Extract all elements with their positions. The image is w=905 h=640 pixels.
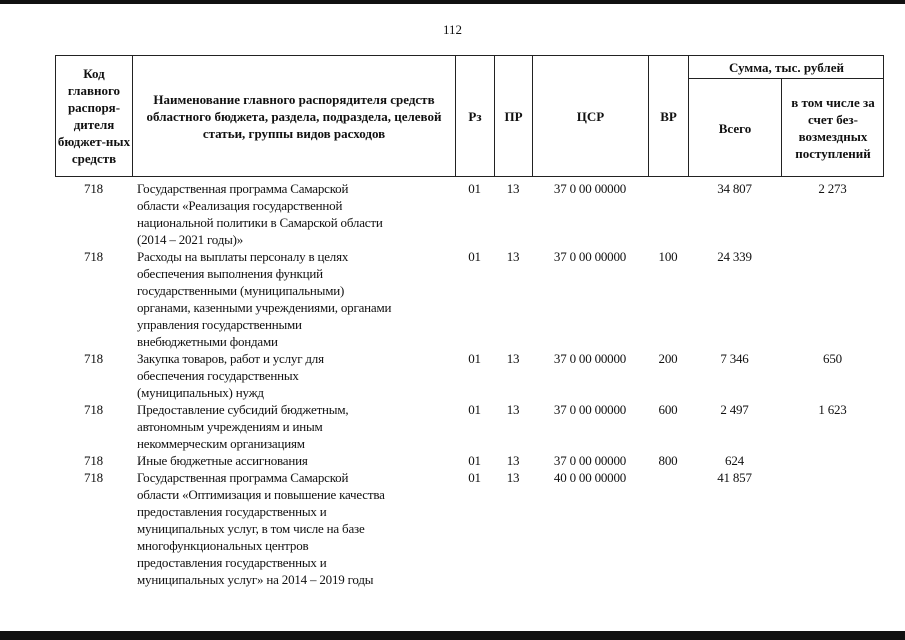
cell-vr: 800 (658, 453, 678, 468)
header-total: Всего (689, 79, 782, 177)
name-line: (муниципальных) нужд (137, 385, 264, 400)
name-line: муниципальных услуг» на 2014 – 2019 годы (137, 572, 374, 587)
cell-rz: 01 (468, 351, 481, 366)
cell-total: 41 857 (717, 470, 752, 485)
cell-csr: 40 0 00 00000 (553, 470, 627, 485)
header-free: в том числе за счет без-возмездных поступлений (791, 95, 875, 161)
name-line: Закупка товаров, работ и услуг для (137, 351, 324, 366)
name-line: некоммерческим организациям (137, 436, 305, 451)
name-line: Иные бюджетные ассигнования (137, 453, 308, 468)
header-csr: ЦСР (533, 56, 649, 176)
table-row (55, 469, 884, 588)
cell-pr: 13 (506, 181, 520, 196)
table-row (55, 350, 884, 401)
cell-pr: 13 (506, 249, 520, 264)
cell-total: 7 346 (720, 351, 749, 366)
name-line: предоставления государственных и (137, 555, 327, 570)
name-line: обеспечения государственных (137, 368, 299, 383)
cell-free: 2 273 (818, 181, 847, 196)
name-line: Государственная программа Самарской (137, 470, 349, 485)
cell-name (137, 401, 449, 452)
cell-code: 718 (84, 249, 103, 264)
table-row (55, 401, 884, 452)
cell-rz: 01 (468, 453, 481, 468)
page-number: 112 (442, 22, 463, 37)
table-row (55, 452, 884, 469)
cell-csr: 37 0 00 00000 (553, 249, 627, 264)
cell-name (137, 180, 449, 248)
name-line: Предоставление субсидий бюджетным, (137, 402, 349, 417)
cell-rz: 01 (468, 402, 481, 417)
cell-name (137, 452, 449, 469)
header-sum: Сумма, тыс. рублей (689, 56, 884, 79)
cell-rz: 01 (468, 249, 481, 264)
name-line: области «Оптимизация и повышение качества (137, 487, 385, 502)
cell-pr: 13 (506, 402, 520, 417)
name-line: внебюджетными фондами (137, 334, 278, 349)
cell-total: 34 807 (717, 181, 752, 196)
cell-code: 718 (84, 470, 103, 485)
table-body (55, 180, 884, 588)
table-row (55, 248, 884, 350)
cell-csr: 37 0 00 00000 (553, 181, 627, 196)
name-line: муниципальных услуг, в том числе на базе (137, 521, 365, 536)
cell-code: 718 (84, 453, 103, 468)
cell-vr: 100 (658, 249, 678, 264)
name-line: управления государственными (137, 317, 302, 332)
cell-free: 650 (823, 351, 842, 366)
name-line: Государственная программа Самарской (137, 181, 349, 196)
header-rz: Рз (456, 56, 495, 176)
cell-code: 718 (84, 351, 103, 366)
cell-pr: 13 (506, 453, 520, 468)
name-line: обеспечения выполнения функций (137, 266, 323, 281)
cell-csr: 37 0 00 00000 (553, 453, 627, 468)
cell-vr: 600 (658, 402, 678, 417)
name-line: (2014 – 2021 годы)» (137, 232, 244, 247)
cell-code: 718 (84, 402, 103, 417)
scan-edge-top (0, 0, 905, 4)
name-line: государственными (муниципальными) (137, 283, 345, 298)
cell-total: 2 497 (720, 402, 749, 417)
cell-rz: 01 (468, 470, 481, 485)
scan-edge-bottom (0, 631, 905, 640)
cell-code: 718 (84, 181, 103, 196)
cell-name (137, 248, 449, 350)
cell-total: 24 339 (717, 249, 752, 264)
header-name: Наименование главного распорядителя средств областного бюджета, раздела, подраздела, целевой статьи, группы видов расходов (133, 56, 456, 176)
table-row (55, 180, 884, 248)
header-code: Код главного распоря-дителя бюджет-ных средств (56, 56, 133, 176)
cell-total: 624 (725, 453, 744, 468)
header-vr: ВР (649, 56, 689, 176)
cell-name (137, 469, 449, 588)
header-pr: ПР (495, 56, 533, 176)
cell-pr: 13 (506, 351, 520, 366)
cell-rz: 01 (468, 181, 481, 196)
name-line: органами, казенными учреждениями, органами (137, 300, 392, 315)
cell-name (137, 350, 449, 401)
name-line: Расходы на выплаты персоналу в целях (137, 249, 349, 264)
name-line: области «Реализация государственной (137, 198, 343, 213)
table-header (55, 55, 884, 177)
cell-vr: 200 (658, 351, 678, 366)
name-line: предоставления государственных и (137, 504, 327, 519)
name-line: национальной политики в Самарской области (137, 215, 383, 230)
name-line: автономным учреждениям и иным (137, 419, 323, 434)
cell-pr: 13 (506, 470, 520, 485)
cell-csr: 37 0 00 00000 (553, 351, 627, 366)
cell-csr: 37 0 00 00000 (553, 402, 627, 417)
name-line: многофункциональных центров (137, 538, 309, 553)
cell-free: 1 623 (818, 402, 847, 417)
